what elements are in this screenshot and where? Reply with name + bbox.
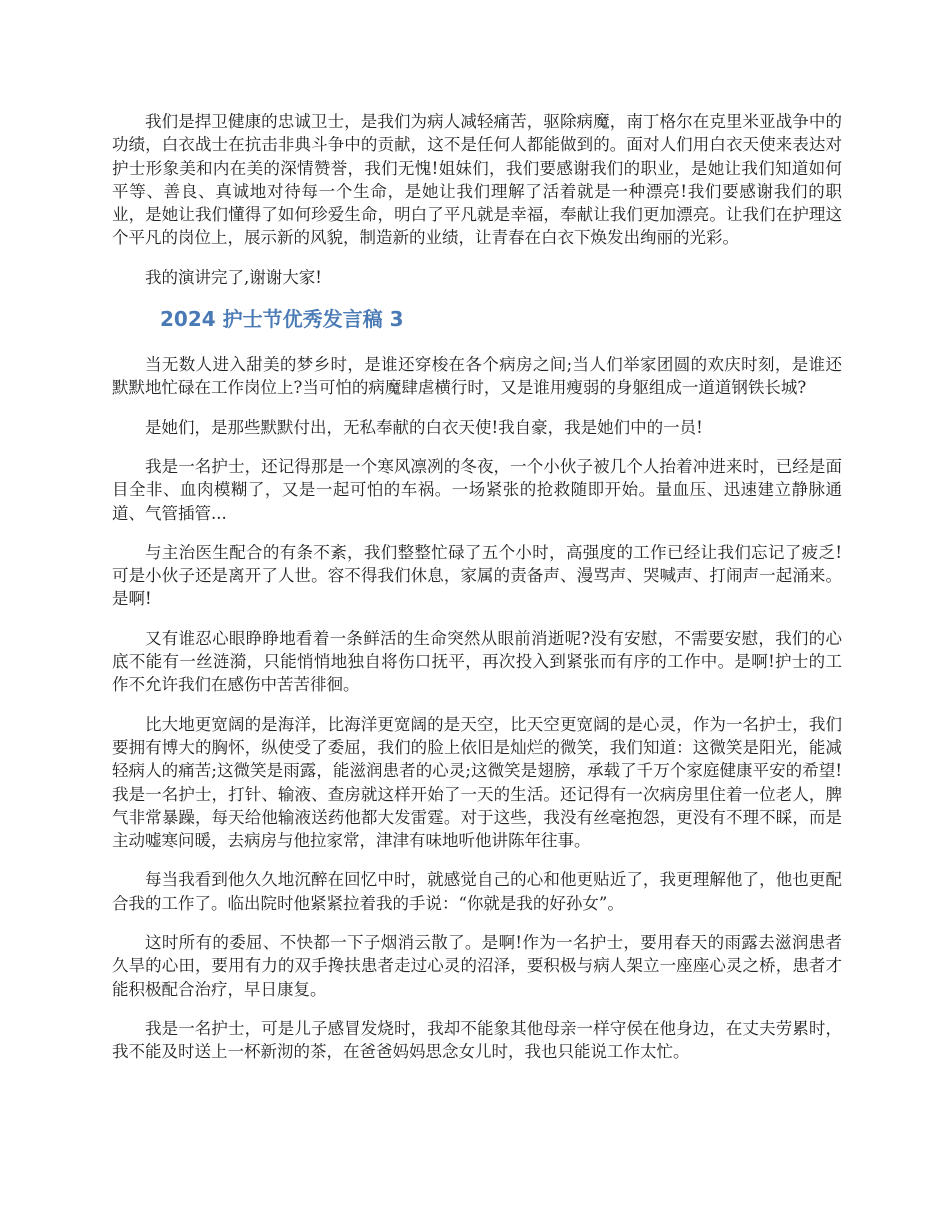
document-page (112, 110, 842, 1080)
paragraph: 当无数人进入甜美的梦乡时，是谁还穿梭在各个病房之间;当人们举家团圆的欢庆时刻，是谁还默默地忙碌在工作岗位上?当可怕的病魔肆虐横行时，又是谁用瘦弱的身躯组成一道道钢铁长城? (112, 355, 842, 398)
paragraph: 我的演讲完了,谢谢大家! (145, 267, 322, 287)
paragraph: 我是一名护士，可是儿子感冒发烧时，我却不能象其他母亲一样守侯在他身边，在丈夫劳累时，我不能及时送上一杯新沏的茶，在爸爸妈妈思念女儿时，我也只能说工作太忙。 (112, 1018, 842, 1062)
paragraph: 比大地更宽阔的是海洋，比海洋更宽阔的是天空，比天空更宽阔的是心灵，作为一名护士，我们要拥有博大的胸怀，纵使受了委屈，我们的脸上依旧是灿烂的微笑，我们知道：这微笑是阳光，能减轻病人的痛苦;这微笑是雨露，能滋润患者的心灵;这微笑是翅膀，承载了千万个家庭健康平安的希望!我是一名护士，打针、输液、查房就这样开始了一天的生活。还记得有一次病房里住着一位老人，脾气非常暴躁，每天给他输液送药他都大发雷霆。对于这些，我没有丝毫抱怨，更没有不理不睬，而是主动嘘寒问暖，去病房与他拉家常，津津有味地听他讲陈年往事。 (112, 714, 842, 851)
paragraph: 是她们，是那些默默付出，无私奉献的白衣天使!我自豪，我是她们中的一员! (145, 417, 703, 437)
paragraph: 与主治医生配合的有条不紊，我们整整忙碌了五个小时，高强度的工作已经让我们忘记了疲乏!可是小伙子还是离开了人世。容不得我们休息，家属的责备声、漫骂声、哭喊声、打闹声一起涌来。是啊! (112, 542, 842, 609)
paragraph: 我是一名护士，还记得那是一个寒风凛冽的冬夜，一个小伙子被几个人抬着冲进来时，已经是面目全非、血肉模糊了，又是一起可怕的车祸。一场紧张的抢救随即开始。量血压、迅速建立静脉通道、气管插管... (112, 456, 842, 523)
paragraph: 我们是捍卫健康的忠诚卫士，是我们为病人减轻痛苦，驱除病魔，南丁格尔在克里米亚战争中的功绩，白衣战士在抗击非典斗争中的贡献，这不是任何人都能做到的。面对人们用白衣天使来表达对护士形象美和内在美的深情赞誉，我们无愧!姐妹们，我们要感谢我们的职业，是她让我们知道如何平等、善良、真诚地对待每一个生命，是她让我们理解了活着就是一种漂亮!我们要感谢我们的职业，是她让我们懂得了如何珍爱生命，明白了平凡就是幸福，奉献让我们更加漂亮。让我们在护理这个平凡的岗位上，展示新的风貌，制造新的业绩，让青春在白衣下焕发出绚丽的光彩。 (112, 112, 842, 248)
section-heading: 2024 护士节优秀发言稿 3 (160, 307, 404, 332)
paragraph: 又有谁忍心眼睁睁地看着一条鲜活的生命突然从眼前消逝呢?没有安慰，不需要安慰，我们的心底不能有一丝涟漪，只能悄悄地独自将伤口抚平，再次投入到紧张而有序的工作中。是啊!护士的工作不允许我们在感伤中苦苦徘徊。 (112, 628, 842, 695)
paragraph: 这时所有的委屈、不快都一下子烟消云散了。是啊!作为一名护士，要用春天的雨露去滋润患者久旱的心田，要用有力的双手搀扶患者走过心灵的沼泽，要积极与病人架立一座座心灵之桥，患者才能积极配合治疗，早日康复。 (112, 933, 842, 999)
paragraph: 每当我看到他久久地沉醉在回忆中时，就感觉自己的心和他更贴近了，我更理解他了，他也更配合我的工作了。临出院时他紧紧拉着我的手说：“你就是我的好孙女”。 (112, 870, 842, 913)
